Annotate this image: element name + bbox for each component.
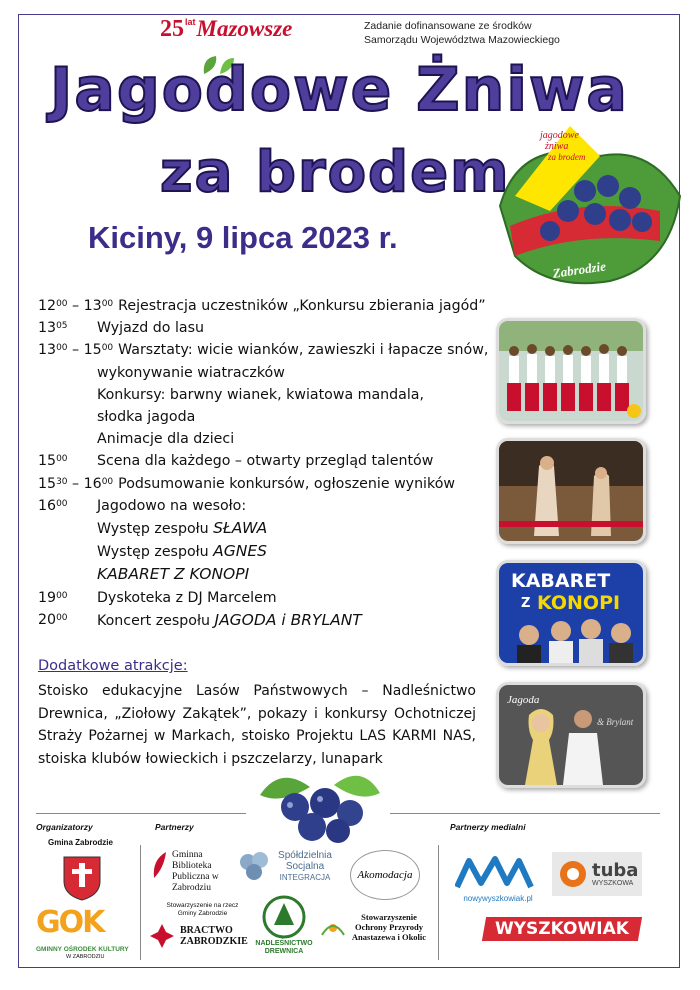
schedule-row [38,406,488,428]
funding-line-2: Samorządu Województwa Mazowieckiego [364,34,560,46]
schedule-row [38,362,488,384]
jagoda-label: Jagoda [507,694,540,706]
mazowsze-number: 25 [160,16,184,42]
schedule-row [38,450,488,472]
bractwo-name: BRACTWO ZABRODZKIE [180,925,248,947]
badge-text-1: jagodowe [540,130,579,141]
schedule [38,295,488,632]
nadlesnictwo-name: NADLEŚNICTWO DREWNICA [255,940,313,955]
stow-small: Stowarzyszenie na rzecz Gminy Zabrodzie [166,902,239,917]
schedule-row [38,563,488,586]
schedule-desc: Konkursy: barwny wianek, kwiatowa mandala, [97,386,425,403]
gok-name: GMINNY OŚRODEK KULTURY [36,946,129,953]
performer-name: SŁAWA [213,519,268,538]
nowywyszkowiak-icon [455,855,535,891]
schedule-desc: Podsumowanie konkursów, ogłoszenie wyników [118,475,455,492]
akomodacja-logo [350,850,420,900]
footer-divider-left [36,813,246,814]
schedule-row [38,317,488,339]
tuba-text: tuba [592,859,639,881]
schedule-time: $13^{05}$ [38,320,68,337]
badge-ribbon-text: Zabrodzie [551,258,607,281]
lasy-panstwowe-icon [262,895,306,939]
kabaret-z: Z [521,596,531,611]
schedule-row [38,473,488,495]
performer-name: AGNES [213,542,268,561]
footer-vline-1 [140,845,141,960]
kabaret-konopi: KONOPI [537,592,621,614]
schedule-row [38,587,488,609]
schedule-desc: Rejestracja uczestników „Konkursu zbierania jagód” [118,298,486,314]
library-name: Gminna Biblioteka Publiczna w Zabrodziu [172,850,219,893]
spoldzielnia-logo [270,850,340,883]
schedule-row [38,339,488,361]
tuba-logo [552,852,642,896]
feather-icon [150,850,170,880]
spoldzielnia-line-3: INTEGRACJA [279,873,331,882]
tuba-sub: WYSZKOWA [592,879,634,887]
flower-icon [318,915,348,941]
schedule-row [38,517,488,540]
extra-text: Stoisko edukacyjne Lasów Państwowych – Nadleśnictwo Drewnica, „Ziołowy Zakątek”, pokazy i konkursy Ochotniczej Straży Pożarnej w Markach, stoisko Projektu LAS KARMI NAS, stoiska klubów łowieckich i pszczelarzy, lunapark [38,683,476,767]
schedule-desc: Warsztaty: wicie wianków, zawieszki i łapacze snów, [118,342,489,359]
spoldzielnia-line-2: Socjalna [285,861,325,872]
photo-jagoda-brylant [496,682,646,788]
gok-letters: GOK [36,905,104,940]
schedule-row [38,295,488,317]
footer-vline-2 [438,845,439,960]
schedule-row [38,428,488,450]
schedule-desc: Koncert zespołu JAGODA i BRYLANT [97,610,362,629]
photo-folk-ensemble [496,318,646,424]
badge-text-2: żniwa [545,141,569,152]
spoldzielnia-line-1: Spółdzielnia [278,850,332,861]
integracja-icon [238,850,272,880]
schedule-row [38,540,488,563]
schedule-time: $15^{30} - 16^{00}$ [38,475,114,492]
schedule-time: $20^{00}$ [38,611,68,628]
schedule-row [38,609,488,632]
title-line-2: za brodem [160,140,511,205]
event-date: Kiciny, 9 lipca 2023 r. [88,220,398,255]
organizers-label: Organizatorzy [36,822,93,832]
schedule-desc: Scena dla każdego – otwarty przegląd talentów [97,453,434,470]
photo-singers [496,438,646,544]
schedule-time: $19^{00}$ [38,589,68,606]
schedule-desc: Wyjazd do lasu [97,320,204,337]
jagodowe-badge [490,116,690,296]
schedule-time: $13^{00} - 15^{00}$ [38,342,114,359]
mazowsze-logo [160,17,292,41]
stow-ochrona: Stowarzyszenie Ochrony Przyrody Anastazewa i Okolic [351,912,427,942]
schedule-desc: Dyskoteka z DJ Marcelem [97,589,277,606]
nowywyszkowiak-name: nowywyszkowiak.pl [463,894,533,903]
mazowsze-word: Mazowsze [196,16,293,41]
footer-divider-right [390,813,660,814]
blueberries-icon [250,765,390,845]
akomodacja-text: Akomodacja [357,869,413,881]
schedule-desc [97,563,249,586]
schedule-desc: Występ zespołu SŁAWA [97,519,268,538]
bractwo-cross-icon [148,922,176,950]
wyszkowiak-logo [482,917,642,941]
extra-heading: Dodatkowe atrakcje: [38,658,188,674]
funding-line-1: Zadanie dofinansowane ze środków [364,20,532,32]
funding-note [364,19,594,47]
brylant-label: & Brylant [597,717,634,727]
schedule-time: $12^{00} - 13^{00}$ [38,298,114,314]
mazowsze-lat: lat [185,17,196,27]
schedule-time: $15^{00}$ [38,453,68,470]
gmina-crest-icon [62,855,102,901]
gok-logo [36,905,103,940]
performer-name: JAGODA i BRYLANT [214,610,362,629]
gok-city: W ZABRODZIU [66,954,105,960]
wyszkowiak-text: WYSZKOWIAK [495,919,629,939]
schedule-time: $16^{00}$ [38,497,68,514]
gmina-label: Gmina Zabrodzie [48,838,113,847]
schedule-desc: wykonywanie wiatraczków [97,364,285,381]
schedule-desc: Występ zespołu AGNES [97,542,268,561]
title-line-1: Jagodowe Żniwa [50,55,629,125]
schedule-desc: Jagodowo na wesoło: [97,497,247,514]
badge-text-3: za brodem [548,152,586,162]
partners-label: Partnerzy [155,822,194,832]
schedule-row [38,495,488,517]
schedule-desc: słodka jagoda [97,409,196,426]
schedule-row [38,384,488,406]
performer-name: KABARET Z KONOPI [97,565,250,584]
kabaret-title: KABARET [511,570,611,592]
media-partners-label: Partnerzy medialni [450,822,526,832]
photo-kabaret [496,560,646,666]
tuba-icon [558,859,588,889]
schedule-desc: Animacje dla dzieci [97,431,235,448]
